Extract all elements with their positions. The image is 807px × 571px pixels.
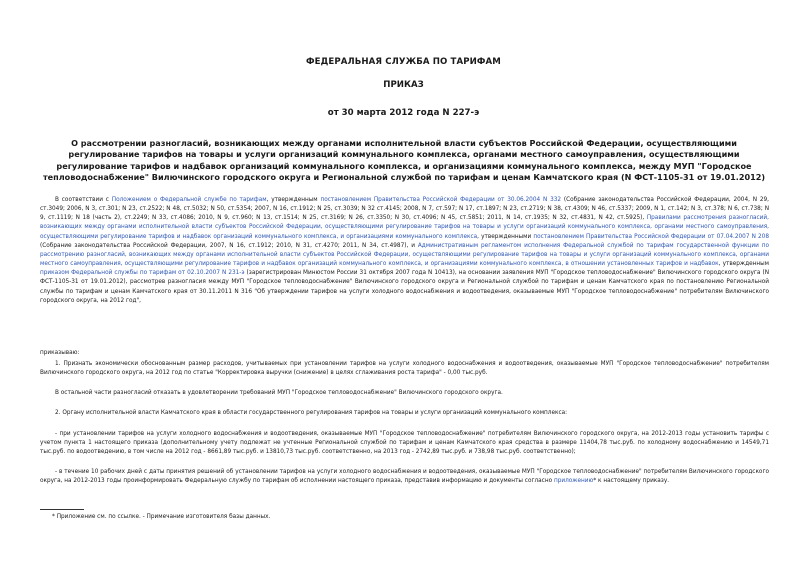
document-type: ПРИКАЗ	[383, 80, 424, 90]
item-2-paragraph: 2. Органу исполнительной власти Камчатского края в области государственного регулирования тарифов на товары и услуги организаций коммунального комплекса:	[55, 410, 568, 416]
footnote: * Приложение см. по ссылке. - Примечание изготовителя базы данных.	[52, 514, 271, 520]
preamble-text: , утвержденными	[477, 233, 534, 240]
footnote-divider	[40, 509, 84, 510]
preamble-paragraph	[40, 196, 769, 306]
preamble-text: , утвержденным	[266, 197, 321, 203]
agency-title: ФЕДЕРАЛЬНАЯ СЛУЖБА ПО ТАРИФАМ	[306, 57, 501, 67]
bullet-1-paragraph: - при установлении тарифов на услуги холодного водоснабжения и водоотведения, оказываемые МУП "Городское тепловодоснабжение" потребителям Вилючинского городского округа, на 2012-2013 годы установить тарифы с учетом пункта 1 настоящего приказа (дополнительному учету подлежат не учтенные Региональной службой по тарифам и ценам Камчатского края средства в размере 11404,78 тыс.руб. по холодному водоснабжению и 14549,71 тыс.руб. по водоотведению, в том числе на 2012 год - 8661,89 тыс.руб. и 13810,73 тыс.руб. соответственно, на 2013 год - 2742,89 тыс.руб. и 738,98 тыс.руб. соответственно);	[40, 431, 769, 456]
document-date: от 30 марта 2012 года N 227-э	[327, 108, 480, 118]
rest-paragraph: В остальной части разногласий отказать в удовлетворении требований МУП "Городское тепловодоснабжение" Вилючинского городского округа.	[55, 390, 503, 396]
document-heading: О рассмотрении разногласий, возникающих между органами исполнительной власти субъектов Российской Федерации, осуществляющими регулирование тарифов на товары и услуги организаций коммунального комплекса, органами местного самоуправления, осуществляющими регулирование тарифов и надбавок организаций коммунального комплекса, и организациями коммунального комплекса, между МУП "Городское тепловодоснабжение" Вилючинского городского округа и Региональной службой по тарифам и ценам Камчатского края (N ФСТ-1105-31 от 19.01.2012)	[42, 138, 766, 182]
preamble-text: (Собрание законодательства Российской Федерации, 2004, N 29, ст.3049; 2006, N 3, ст.301; N 23, ст.2522; N 48, ст.5032; N 50, ст.5354; 2007, N 16, ст.1912; N 25, ст.3039; N 32 ст.4145; 2008, N 7, ст.597; N 17, ст.1897; N 23, ст.2719; N 38, ст.4309; N 46, ст.5337; 2009, N 1, ст.142; N 3, ст.378; N 6, ст.738; N 9, ст.1119; N 18 (часть 2), ст.2249; N 33, ст.4086; 2010, N 9, ст.960; N 13, ст.1514; N 25, ст.3169; N 26, ст.3350; N 30, ст.4096; N 45, ст.5851; 2011, N 14, ст.1935; N 32, ст.4831, N 42, ст.5925),	[40, 197, 770, 222]
bullet-2-paragraph	[40, 468, 769, 486]
bullet-2-text-end: * к настоящему приказу.	[593, 478, 670, 485]
link-fst-regulation[interactable]: Положением о Федеральной службе по тарифам	[111, 197, 267, 203]
item-1-paragraph: 1. Признать экономически обоснованным размер расходов, учитываемых при установлении тарифов на услуги холодного водоснабжения и водоотведения, оказываемые МУП "Городское тепловодоснабжение" потребителям Вилючинского городского округа, на 2012 год по статье "Корректировка выручки (снижение) в целях сглаживания роста тарифа" - 0,00 тыс.руб.	[40, 361, 769, 377]
preamble-text: (Собрание законодательства Российской Федерации, 2007, N 16, ст.1912; 2010, N 31, ст.4270; 2011, N 34, ст.4987), и	[40, 242, 418, 249]
preamble-text: (зарегистрирован Минюстом России 31 октября 2007 года N 10413), на основании заявления МУП "Городское тепловодоснабжение" Вилючинского городского округа (N ФСТ-1105-31 от 19.01.2012), рассмотрев разногласия между МУП "Городское тепловодоснабжение" Вилючинского городского округа и Региональной службой по тарифам и ценам Камчатского края по постановлению Региональной службы по тарифам и ценам Камчатского края от 30.11.2011 N 316 "Об утверждении тарифов на услуги холодного водоснабжения и водоотведения, оказываемые МУП "Городское тепловодоснабжение" потребителям Вилючинского городского округа, на 2012 год",	[40, 270, 770, 304]
link-dispute-rules[interactable]: Правилами рассмотрения разногласий, возникающих между органами исполнительной власти субъектов Российской Федерации, осуществляющими регулирование тарифов на товары и услуги организаций коммунального комплекса, органами местного самоуправления, осуществляющими регулирование тарифов и надбавок организаций коммунального комплекса, и организациями коммунального комплекса	[40, 215, 769, 240]
orders-line: приказываю:	[40, 350, 80, 356]
link-fst-order-231[interactable]: приказом Федеральной службы по тарифам от 02.10.2007 N 231-э	[40, 270, 245, 277]
preamble-text: В соответствии с	[55, 197, 112, 203]
link-administrative-regulation[interactable]: Административным регламентом исполнения Федеральной службой по тарифам государственной функции по рассмотрению разногласий, возникающих между органами исполнительной власти субъектов Российской Федерации, осуществляющими регулирование тарифов на товары и услуги организаций коммунального комплекса, органами местного самоуправления, осуществляющими регулирование тарифов и надбавок организаций коммунального комплекса, и организациями коммунального комплекса, в отношении установленных тарифов и надбавок	[40, 242, 769, 268]
preamble-text: , утвержденным	[718, 261, 770, 268]
link-government-decree-208[interactable]: постановлением Правительства Российской Федерации от 07.04.2007 N 208	[533, 233, 770, 240]
link-government-decree-332[interactable]: постановлением Правительства Российской Федерации от 30.06.2004 N 332	[320, 197, 562, 203]
link-appendix[interactable]: приложению	[553, 478, 594, 485]
bullet-2-text: - в течение 10 рабочих дней с даты принятия решений об установлении тарифов на услуги холодного водоснабжения и водоотведения, оказываемые МУП "Городское тепловодоснабжение" потребителям Вилючинского городского округа, на 2012-2013 годы проинформировать Федеральную службу по тарифам об исполнении настоящего приказа, представив информацию и документы согласно	[40, 469, 769, 485]
